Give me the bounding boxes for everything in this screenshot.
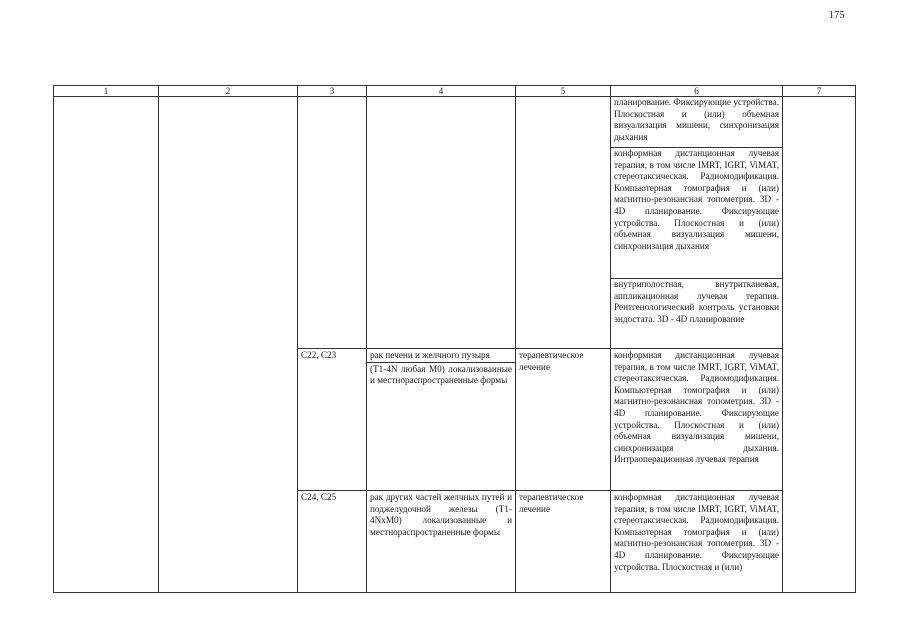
cell-codes: C24, C25 [298,491,367,593]
cell-codes: C22, C23 [298,349,367,491]
cell-col1-empty [54,97,159,593]
method-segment-2: конформная дистанционная лучевая терапия, в том числе IMRT, IGRT, ViMAT, стереотаксическая. Радиомодификация. Компьютерная томография и (или) магнитно-резонансная топометрия. 3D - 4D планирование. Фиксирующие устройства. Плоскостная и (или) объемная визуализация мишени, синхронизация дыхания [611,148,782,279]
page-number: 175 [829,10,845,21]
column-header-7: 7 [783,86,856,97]
cell-col5-empty [516,97,611,349]
cell-col7-empty [783,97,856,593]
cell-col3-empty [298,97,367,349]
cell-diagnosis: рак других частей желчных путей и поджелудочной железы (T1-4NxM0) локализованные и местнораспространенные формы [367,491,516,593]
cell-col2-empty [159,97,298,593]
method-segment-3: внутриполостная, внутритканевая, аппликационная лучевая терапия. Рентгенологический контроль установки эндостата. 3D - 4D планирование [614,279,779,324]
column-header-2: 2 [159,86,298,97]
cell-treatment: терапевтическое лечение [516,491,611,593]
cell-methods-stack [611,97,783,349]
cell-col4-empty [367,97,516,349]
diagnosis-title: рак печени и желчного пузыря [367,349,515,363]
column-header-4: 4 [367,86,516,97]
column-number-row [54,86,856,97]
method-segment-1: планирование. Фиксирующие устройства. Плоскостная и (или) объемная визуализация мишени, синхронизация дыхания [611,97,782,148]
cell-treatment: терапевтическое лечение [516,349,611,491]
column-header-1: 1 [54,86,159,97]
table-row-continuation [54,97,856,349]
medical-care-table [53,85,856,593]
column-header-3: 3 [298,86,367,97]
cell-method: конформная дистанционная лучевая терапия, в том числе IMRT, IGRT, ViMAT, стереотаксическая. Радиомодификация. Компьютерная томография и (или) магнитно-резонансная топометрия. 3D - 4D планирование. Фиксирующие устройства. Плоскостная и (или) объемная визуализация мишени, синхронизация дыхания. Интраоперационная лучевая терапия [611,349,783,491]
column-header-6: 6 [611,86,783,97]
column-header-5: 5 [516,86,611,97]
diagnosis-detail: (T1-4N любая M0) локализованные и местнораспространенные формы [370,363,512,386]
cell-diagnosis [367,349,516,491]
cell-method: конформная дистанционная лучевая терапия, в том числе IMRT, IGRT, ViMAT, стереотаксическая. Радиомодификация. Компьютерная томография и (или) магнитно-резонансная топометрия. 3D - 4D планирование. Фиксирующие устройства. Плоскостная и (или) [611,491,783,593]
